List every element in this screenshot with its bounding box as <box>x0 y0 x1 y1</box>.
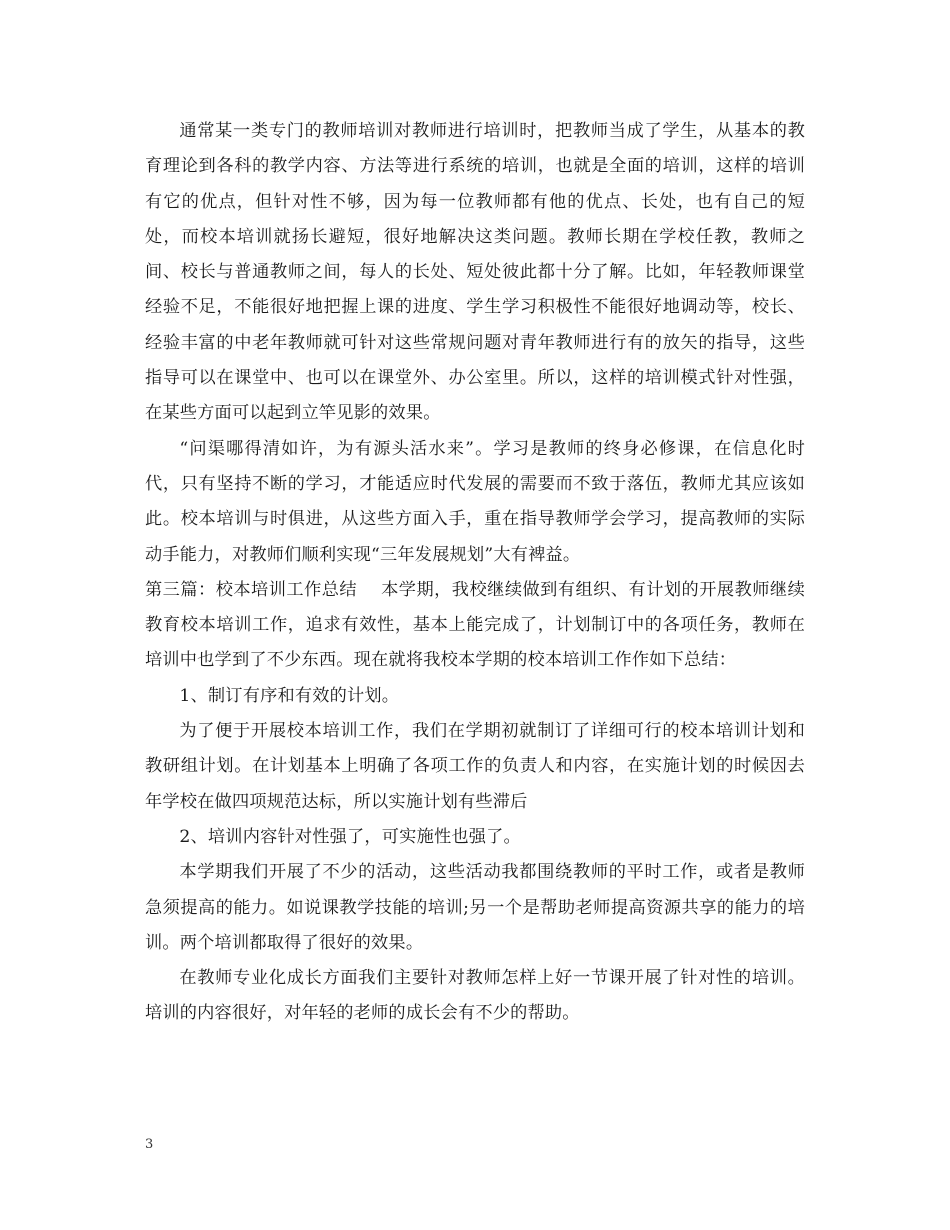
paragraph-plan-detail: 为了便于开展校本培训工作，我们在学期初就制订了详细可行的校本培训计划和教研组计划。在计划基本上明确了各项工作的负责人和内容，在实施计划的时候因去年学校在做四项规范达标，所以实施计划有些滞后 <box>145 721 805 812</box>
section-intro-text: 本学期，我校继续做到有组织、有计划的开展教师继续教育校本培训工作，追求有效性，基本上能完成了，计划制订中的各项任务，教师在培训中也学到了不少东西。现在就将我校本学期的校本培训工作作如下总结： <box>145 579 805 671</box>
paragraph-activities: 本学期我们开展了不少的活动，这些活动我都围绕教师的平时工作，或者是教师急须提高的能力。如说课教学技能的培训;另一个是帮助老师提高资源共享的能力的培训。两个培训都取得了很好的效果。 <box>145 862 805 953</box>
list-item-plan: 1、制订有序和有效的计划。 <box>179 685 400 706</box>
paragraph-section-three <box>145 573 805 679</box>
paragraph-professional-growth: 在教师专业化成长方面我们主要针对教师怎样上好一节课开展了针对性的培训。培训的内容很好，对年轻的老师的成长会有不少的帮助。 <box>145 968 805 1024</box>
page-number: 3 <box>145 1137 154 1152</box>
section-heading: 第三篇：校本培训工作总结 <box>145 579 358 600</box>
paragraph-continuous-learning: “问渠哪得清如许，为有源头活水来”。学习是教师的终身必修课，在信息化时代，只有坚持不断的学习，才能适应时代发展的需要而不致于落伍，教师尤其应该如此。校本培训与时俱进，从这些方面入手，重在指导教师学会学习，提高教师的实际动手能力，对教师们顺利实现“三年发展规划”大有裨益。 <box>145 438 805 565</box>
list-item-content: 2、培训内容针对性强了，可实施性也强了。 <box>179 826 521 847</box>
document-body <box>145 114 805 1032</box>
paragraph-training-comparison: 通常某一类专门的教师培训对教师进行培训时，把教师当成了学生，从基本的教育理论到各科的教学内容、方法等进行系统的培训，也就是全面的培训，这样的培训有它的优点，但针对性不够，因为每一位教师都有他的优点、长处，也有自己的短处，而校本培训就扬长避短，很好地解决这类问题。教师长期在学校任教，教师之间、校长与普通教师之间，每人的长处、短处彼此都十分了解。比如，年轻教师课堂经验不足，不能很好地把握上课的进度、学生学习积极性不能很好地调动等，校长、经验丰富的中老年教师就可针对这些常规问题对青年教师进行有的放矢的指导，这些指导可以在课堂中、也可以在课堂外、办公室里。所以，这样的培训模式针对性强，在某些方面可以起到立竿见影的效果。 <box>145 121 805 424</box>
